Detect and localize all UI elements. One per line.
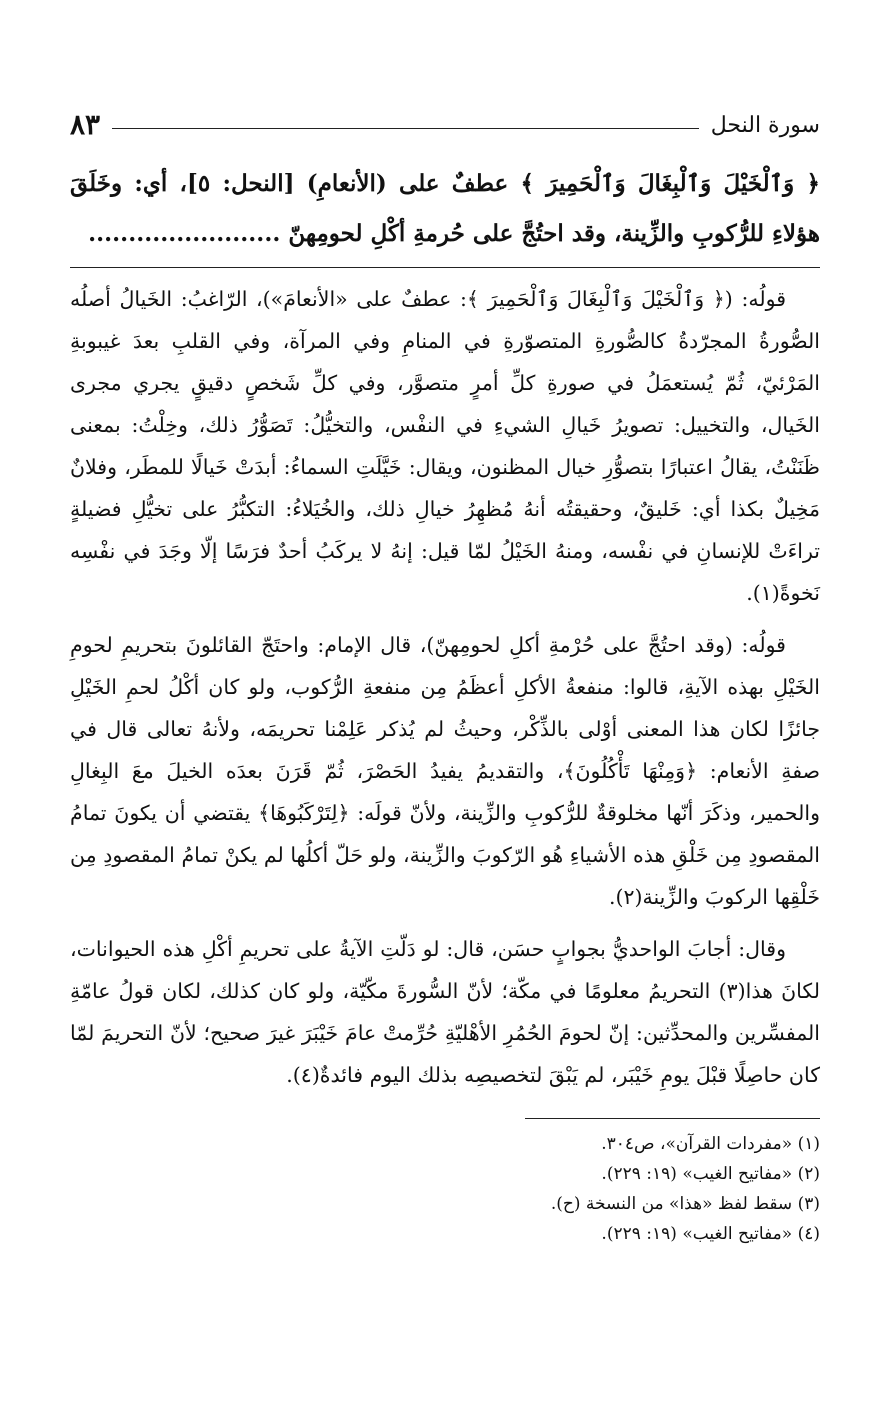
section-divider: [70, 267, 820, 268]
running-head: [70, 95, 820, 141]
footnotes: [70, 1129, 820, 1249]
commentary-paragraph-3: وقال: أجابَ الواحديُّ بجوابٍ حسَن، قال: لو دَلّتِ الآيةُ على تحريمِ أكْلِ هذه الحيوانات، لكانَ هذا(٣) التحريمُ معلومًا في مكّة؛ لأنّ السُّورةَ مكّيّة، ولو كان كذلك، لكان قولُ عامّةِ المفسِّرين والمحدِّثين: إنّ لحومَ الحُمُرِ الأهْليّةِ حُرِّمتْ عامَ خَيْبَرَ غيرَ صحيح؛ لأنّ التحريمَ لمّا كان حاصِلًا قبْلَ يومِ خَيْبَر، لم يَبْقَ لتخصيصِه بذلك اليوم فائدةٌ(٤).: [70, 937, 820, 1087]
surah-name: سورة النحل: [710, 113, 820, 138]
verse-block: ﴿ وَٱلْخَيْلَ وَٱلْبِغَالَ وَٱلْحَمِيرَ ﴾ عطفٌ على (الأنعامِ) [النحل: ٥]، أي: وخَلَقَ هؤلاءِ للرُّكوبِ والزِّينة، وقد احتُجَّ على حُرمةِ أكْلِ لحومِهنّ ........................: [70, 170, 820, 247]
footnote-2: (٢) «مفاتيح الغيب» (١٩: ٢٢٩).: [601, 1164, 820, 1184]
commentary-paragraph-1: قولُه: (﴿ وَٱلْخَيْلَ وَٱلْبِغَالَ وَٱلْحَمِيرَ ﴾: عطفٌ على «الأنعامَ»)، الرّاغبُ: الخَيالُ أصلُه الصُّورةُ المجرّدةُ كالصُّورةِ المتصوّرةِ في المنامِ وفي المرآة، وفي القلبِ بعدَ غيبوبةِ المَرْئيّ، ثُمّ يُستعمَلُ في صورةِ كلِّ أمرٍ متصوَّر، وفي كلِّ شَخصٍ دقيقٍ يجري مجرى الخَيال، والتخييل: تصويرُ خَيالِ الشيءِ في النفْس، والتخيُّلُ: تَصَوُّرُ ذلك، وخِلْتُ: بمعنى ظَنَنْتُ، يقالُ اعتبارًا بتصوُّرِ خيال المظنون، ويقال: خَيَّلَتِ السماءُ: أبدَتْ خَيالًا للمطَر، وفلانٌ مَخِيلٌ بكذا أي: خَليقٌ، وحقيقتُه أنهُ مُظهِرُ خيالِ ذلك، والخُيَلاءُ: التكبُّرُ على تخيُّلِ فضيلةٍ تراءَتْ للإنسانِ في نفْسه، ومنهُ الخَيْلُ لمّا قيل: إنهُ لا يركَبُ أحدٌ فرَسًا إلّا وجَدَ في نفْسِه نَخوةً(١).: [70, 287, 820, 605]
page-number: ٨٣: [70, 108, 101, 141]
footnote-1: (١) «مفردات القرآن»، ص٣٠٤.: [601, 1134, 820, 1154]
page: [70, 95, 820, 1249]
commentary-paragraph-2: قولُه: (وقد احتُجَّ على حُرْمةِ أكلِ لحومِهنّ)، قال الإمام: واحتَجّ القائلونَ بتحريمِ لحومِ الخَيْلِ بهذه الآيةِ، قالوا: منفعةُ الأكلِ أعظَمُ مِن منفعةِ الرُّكوب، ولو كان أكْلُ لحمِ الخَيْلِ جائزًا لكان هذا المعنى أوْلى بالذِّكْر، وحيثُ لم يُذكر عَلِمْنا تحريمَه، ولأنهُ تعالى قال في صفةِ الأنعام: ﴿وَمِنْهَا تَأْكُلُونَ﴾، والتقديمُ يفيدُ الحَصْرَ، ثُمّ قَرَنَ بعدَه الخيلَ معَ البِغالِ والحمير، وذكَرَ أنّها مخلوقةٌ للرُّكوبِ والزِّينة، ولأنّ قولَه: ﴿لِتَرْكَبُوهَا﴾ يقتضي أن يكونَ تمامُ المقصودِ مِن خَلْقِ هذه الأشياءِ هُو الرّكوبَ والزِّينة، ولو حَلّ أكلُها لم يكنْ تمامُ المقصودِ مِن خَلْقِها الركوبَ والزِّينة(٢).: [70, 633, 820, 909]
footnote-4: (٤) «مفاتيح الغيب» (١٩: ٢٢٩).: [601, 1224, 820, 1244]
footnote-rule: [525, 1118, 820, 1119]
header-rule: [112, 128, 699, 129]
footnote-3: (٣) سقط لفظ «هذا» من النسخة (ح).: [550, 1194, 820, 1214]
